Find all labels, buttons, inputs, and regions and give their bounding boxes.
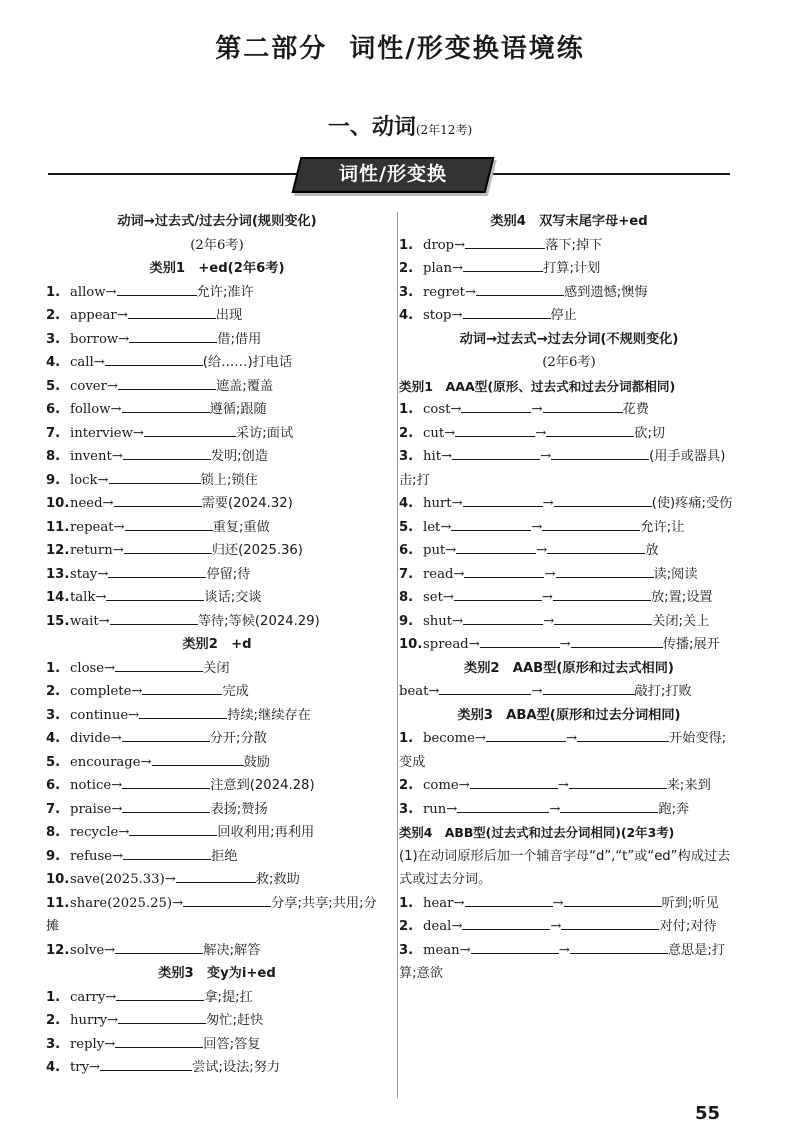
answer-blank[interactable] (457, 799, 549, 813)
answer-blank[interactable] (465, 893, 553, 907)
answer-blank[interactable] (118, 1010, 206, 1024)
list-item: 2. appear→ 出现 (46, 304, 388, 328)
list-item: 1. carry→ 拿;提;扛 (46, 986, 388, 1010)
answer-blank[interactable] (118, 376, 216, 390)
column-divider (397, 212, 398, 1098)
answer-blank[interactable] (476, 282, 564, 296)
answer-blank[interactable] (556, 564, 654, 578)
answer-blank[interactable] (129, 329, 217, 343)
list-item: 2. hurry→ 匆忙;赶快 (46, 1009, 388, 1033)
answer-blank[interactable] (543, 399, 623, 413)
answer-blank[interactable] (451, 517, 531, 531)
list-item: 6. put→ → 放 (399, 539, 739, 563)
list-item: 4. stop→ 停止 (399, 304, 739, 328)
answer-blank[interactable] (546, 423, 634, 437)
list-item: 9. lock→ 锁上;锁住 (46, 469, 388, 493)
list-item: 3. regret→ 感到遗憾;懊悔 (399, 281, 739, 305)
answer-blank[interactable] (547, 540, 645, 554)
category-2-list (46, 657, 388, 963)
list-item: 9. shut→ → 关闭;关上 (399, 610, 739, 634)
answer-blank[interactable] (114, 493, 202, 507)
category-3-list (46, 986, 388, 1080)
abb-heading: 类别4 ABB型(过去式和过去分词相同)(2年3考) (399, 825, 675, 840)
answer-blank[interactable] (144, 423, 236, 437)
list-item: 7. praise→ 表扬;赞扬 (46, 798, 388, 822)
answer-blank[interactable] (122, 728, 210, 742)
page-number: 55 (694, 1103, 720, 1124)
answer-blank[interactable] (471, 940, 559, 954)
list-item: 2. plan→ 打算;计划 (399, 257, 739, 281)
answer-blank[interactable] (577, 728, 669, 742)
list-item: 1. become→ → 开始变得;变成 (399, 727, 739, 774)
answer-blank[interactable] (115, 658, 203, 672)
heading-regular: 动词→过去式/过去分词(规则变化) (117, 214, 317, 229)
list-item: 3. borrow→ 借;借用 (46, 328, 388, 352)
answer-blank[interactable] (108, 564, 206, 578)
list-item: 3. reply→ 回答;答复 (46, 1033, 388, 1057)
list-item: 8. set→ → 放;置;设置 (399, 586, 739, 610)
answer-blank[interactable] (542, 517, 640, 531)
banner-rule-right (484, 173, 730, 175)
section-note: (2年12考) (415, 123, 473, 137)
aba-heading: 类别3 ABA型(原形和过去分词相同) (457, 707, 681, 723)
list-item: 11.share(2025.25)→ 分享;共享;共用;分摊 (46, 892, 388, 939)
answer-blank[interactable] (461, 399, 531, 413)
list-item: 13.stay→ 停留;待 (46, 563, 388, 587)
list-item: 2. complete→ 完成 (46, 680, 388, 704)
answer-blank[interactable] (464, 564, 544, 578)
answer-blank[interactable] (105, 352, 203, 366)
answer-blank[interactable] (551, 446, 649, 460)
list-item: 3. hit→ → (用手或器具)击;打 (399, 445, 739, 492)
heading-irregular: 动词→过去式→过去分词(不规则变化) (459, 331, 679, 347)
category-2-heading: 类别2 +d (182, 637, 252, 652)
answer-blank[interactable] (554, 493, 652, 507)
answer-blank[interactable] (543, 681, 635, 695)
list-item: 6. follow→ 遵循;跟随 (46, 398, 388, 422)
answer-blank[interactable] (129, 822, 217, 836)
list-item: 10.save(2025.33)→ 救;救助 (46, 868, 388, 892)
category-1-list (46, 281, 388, 634)
answer-blank[interactable] (456, 540, 536, 554)
aaa-list (399, 398, 739, 657)
answer-blank[interactable] (553, 587, 651, 601)
answer-blank[interactable] (462, 916, 550, 930)
answer-blank[interactable] (152, 752, 244, 766)
list-item: 7. read→ → 读;阅读 (399, 563, 739, 587)
list-item: 15.wait→ 等待;等候(2024.29) (46, 610, 388, 634)
answer-blank[interactable] (463, 258, 543, 272)
list-item: 3. run→ → 跑;奔 (399, 798, 739, 822)
list-item: 7. interview→ 采访;面试 (46, 422, 388, 446)
answer-blank[interactable] (122, 399, 210, 413)
answer-blank[interactable] (123, 446, 211, 460)
list-item: 12.return→ 归还(2025.36) (46, 539, 388, 563)
answer-blank[interactable] (569, 775, 667, 789)
heading-regular-note: (2年6考) (190, 237, 244, 253)
list-item: 5. encourage→ 鼓励 (46, 751, 388, 775)
answer-blank[interactable] (139, 705, 227, 719)
list-item: 4. hurt→ → (使)疼痛;受伤 (399, 492, 739, 516)
answer-blank[interactable] (110, 611, 198, 625)
list-item: 6. notice→ 注意到(2024.28) (46, 774, 388, 798)
list-item: 4. call→ (给……)打电话 (46, 351, 388, 375)
abb-note: (1)在动词原形后加一个辅音字母“d”,“t”或“ed”构成过去式或过去分词。 (399, 848, 731, 887)
answer-blank[interactable] (570, 940, 668, 954)
list-item: 10.need→ 需要(2024.32) (46, 492, 388, 516)
answer-blank[interactable] (480, 634, 560, 648)
list-item: 11.repeat→ 重复;重做 (46, 516, 388, 540)
answer-blank[interactable] (463, 611, 543, 625)
answer-blank[interactable] (439, 681, 531, 695)
right-column (399, 210, 739, 986)
list-item: 2. cut→ → 砍;切 (399, 422, 739, 446)
list-item: 1. cost→ → 花费 (399, 398, 739, 422)
category-4-list (399, 234, 739, 328)
answer-blank[interactable] (125, 517, 213, 531)
aba-list (399, 727, 739, 821)
section-heading (0, 110, 800, 141)
list-item: 5. cover→ 遮盖;覆盖 (46, 375, 388, 399)
answer-blank[interactable] (465, 235, 545, 249)
answer-blank[interactable] (128, 305, 216, 319)
list-item: 14.talk→ 谈话;交谈 (46, 586, 388, 610)
answer-blank[interactable] (123, 846, 211, 860)
section-title: 一、动词 (327, 115, 416, 140)
aab-heading: 类别2 AAB型(原形和过去式相同) (464, 660, 674, 676)
list-item: 2. deal→ → 对付;对待 (399, 915, 739, 939)
answer-blank[interactable] (106, 587, 204, 601)
list-item: 4. divide→ 分开;分散 (46, 727, 388, 751)
abb-list (399, 892, 739, 986)
answer-blank[interactable] (463, 493, 543, 507)
answer-blank[interactable] (564, 893, 662, 907)
answer-blank[interactable] (452, 446, 540, 460)
answer-blank[interactable] (554, 611, 652, 625)
list-item: 5. let→ → 允许;让 (399, 516, 739, 540)
answer-blank[interactable] (470, 775, 558, 789)
list-item: 1. close→ 关闭 (46, 657, 388, 681)
answer-blank[interactable] (176, 869, 256, 883)
page-title (0, 28, 800, 65)
list-item: 4. try→ 尝试;设法;努力 (46, 1056, 388, 1080)
answer-blank[interactable] (115, 1034, 203, 1048)
heading-irregular-note: (2年6考) (542, 355, 596, 370)
list-item: 1. hear→ → 听到;听见 (399, 892, 739, 916)
answer-blank[interactable] (109, 470, 201, 484)
answer-blank[interactable] (124, 540, 212, 554)
list-item: 8. invent→ 发明;创造 (46, 445, 388, 469)
list-item: 9. refuse→ 拒绝 (46, 845, 388, 869)
answer-blank[interactable] (116, 987, 204, 1001)
list-item: 12.solve→ 解决;解答 (46, 939, 388, 963)
answer-blank[interactable] (183, 893, 271, 907)
list-item: 10.spread→ → 传播;展开 (399, 633, 739, 657)
list-item: 2. come→ → 来;来到 (399, 774, 739, 798)
answer-blank[interactable] (560, 799, 658, 813)
banner-label: 词性/形变换 (339, 163, 447, 185)
banner-rule-left (48, 173, 300, 175)
answer-blank[interactable] (561, 916, 659, 930)
answer-blank[interactable] (486, 728, 566, 742)
left-column (46, 210, 388, 1080)
answer-blank[interactable] (571, 634, 663, 648)
aaa-heading: 类别1 AAA型(原形、过去式和过去分词都相同) (399, 378, 676, 394)
answer-blank[interactable] (454, 587, 542, 601)
category-1-heading: 类别1 +ed(2年6考) (149, 261, 285, 276)
list-item: beat→ → 敲打;打败 (399, 680, 739, 704)
part-subtitle: 词性/形变换语境练 (349, 34, 585, 64)
answer-blank[interactable] (122, 799, 210, 813)
answer-blank[interactable] (463, 305, 551, 319)
category-3-heading: 类别3 变y为i+ed (158, 966, 276, 981)
answer-blank[interactable] (115, 940, 203, 954)
answer-blank[interactable] (455, 423, 535, 437)
answer-blank[interactable] (100, 1057, 192, 1071)
category-4-heading: 类别4 双写末尾字母+ed (490, 214, 648, 229)
list-item: 1. drop→ 落下;掉下 (399, 234, 739, 258)
list-item: 1. allow→ 允许;准许 (46, 281, 388, 305)
list-item: 3. continue→ 持续;继续存在 (46, 704, 388, 728)
answer-blank[interactable] (117, 282, 197, 296)
answer-blank[interactable] (122, 775, 210, 789)
answer-blank[interactable] (142, 681, 222, 695)
part-title: 第二部分 (215, 34, 328, 64)
list-item: 3. mean→ → 意思是;打算;意欲 (399, 939, 739, 986)
list-item: 8. recycle→ 回收利用;再利用 (46, 821, 388, 845)
